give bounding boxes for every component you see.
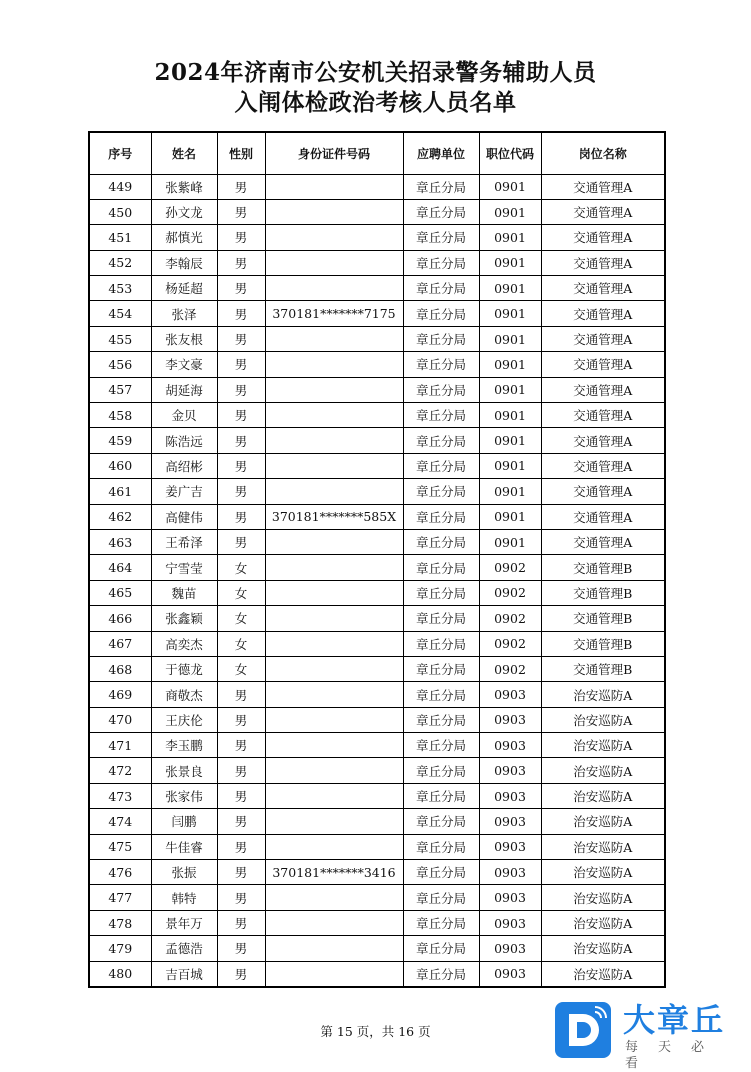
cell-unit: 章丘分局	[403, 276, 479, 301]
cell-unit: 章丘分局	[403, 606, 479, 631]
cell-gender: 女	[217, 656, 265, 681]
cell-name: 高奕杰	[151, 631, 217, 656]
cell-position-name: 交通管理B	[541, 631, 665, 656]
header-position-code: 职位代码	[479, 132, 541, 174]
table-row	[89, 631, 665, 656]
cell-position-code: 0903	[479, 860, 541, 885]
cell-seq: 449	[89, 174, 151, 199]
title-line-2: 入闱体检政治考核人员名单	[234, 89, 517, 116]
cell-seq: 464	[89, 555, 151, 580]
table-row	[89, 885, 665, 910]
cell-position-name: 交通管理A	[541, 225, 665, 250]
cell-position-code: 0903	[479, 885, 541, 910]
cell-position-code: 0902	[479, 656, 541, 681]
cell-position-code: 0901	[479, 377, 541, 402]
cell-name: 商敬杰	[151, 682, 217, 707]
cell-seq: 475	[89, 834, 151, 859]
table-row	[89, 656, 665, 681]
table-row	[89, 428, 665, 453]
table-header-row	[89, 132, 665, 174]
cell-position-name: 治安巡防A	[541, 936, 665, 961]
cell-name: 张友根	[151, 326, 217, 351]
cell-position-code: 0902	[479, 580, 541, 605]
cell-position-code: 0903	[479, 910, 541, 935]
header-position-name: 岗位名称	[541, 132, 665, 174]
table-row	[89, 809, 665, 834]
cell-name: 闫鹏	[151, 809, 217, 834]
cell-seq: 458	[89, 403, 151, 428]
cell-seq: 476	[89, 860, 151, 885]
cell-gender: 男	[217, 301, 265, 326]
cell-gender: 男	[217, 758, 265, 783]
document-title	[0, 58, 751, 118]
cell-name: 王庆伦	[151, 707, 217, 732]
cell-position-name: 治安巡防A	[541, 783, 665, 808]
cell-gender: 男	[217, 682, 265, 707]
cell-position-name: 交通管理A	[541, 529, 665, 554]
cell-seq: 453	[89, 276, 151, 301]
cell-position-name: 治安巡防A	[541, 860, 665, 885]
cell-position-code: 0901	[479, 453, 541, 478]
cell-gender: 男	[217, 529, 265, 554]
cell-name: 李翰辰	[151, 250, 217, 275]
table-row	[89, 199, 665, 224]
cell-unit: 章丘分局	[403, 961, 479, 986]
cell-id-number	[265, 479, 403, 504]
cell-gender: 男	[217, 733, 265, 758]
cell-id-number	[265, 250, 403, 275]
table-row	[89, 758, 665, 783]
logo-d-icon	[555, 1002, 611, 1058]
cell-unit: 章丘分局	[403, 834, 479, 859]
cell-seq: 468	[89, 656, 151, 681]
cell-gender: 男	[217, 707, 265, 732]
table-row	[89, 352, 665, 377]
cell-id-number: 370181*******585X	[265, 504, 403, 529]
cell-name: 王希泽	[151, 529, 217, 554]
cell-unit: 章丘分局	[403, 809, 479, 834]
table-row	[89, 860, 665, 885]
cell-name: 张家伟	[151, 783, 217, 808]
cell-unit: 章丘分局	[403, 707, 479, 732]
table-row	[89, 504, 665, 529]
cell-position-code: 0901	[479, 199, 541, 224]
cell-unit: 章丘分局	[403, 529, 479, 554]
table-row	[89, 453, 665, 478]
cell-seq: 467	[89, 631, 151, 656]
watermark-logo	[551, 998, 751, 1071]
table-row	[89, 225, 665, 250]
cell-gender: 男	[217, 428, 265, 453]
cell-name: 金贝	[151, 403, 217, 428]
cell-unit: 章丘分局	[403, 403, 479, 428]
cell-id-number	[265, 783, 403, 808]
cell-id-number	[265, 606, 403, 631]
cell-position-code: 0901	[479, 276, 541, 301]
page-number: 第 15 页，共 16 页	[320, 1024, 431, 1039]
table-body	[89, 174, 665, 987]
cell-unit: 章丘分局	[403, 555, 479, 580]
cell-id-number	[265, 555, 403, 580]
cell-id-number	[265, 961, 403, 986]
table-row	[89, 733, 665, 758]
cell-name: 姜广吉	[151, 479, 217, 504]
cell-position-code: 0903	[479, 682, 541, 707]
cell-name: 吉百城	[151, 961, 217, 986]
cell-id-number	[265, 199, 403, 224]
cell-seq: 466	[89, 606, 151, 631]
cell-position-code: 0903	[479, 936, 541, 961]
cell-gender: 女	[217, 606, 265, 631]
table-row	[89, 936, 665, 961]
cell-name: 李文豪	[151, 352, 217, 377]
cell-seq: 460	[89, 453, 151, 478]
cell-name: 宁雪莹	[151, 555, 217, 580]
cell-id-number	[265, 580, 403, 605]
cell-seq: 473	[89, 783, 151, 808]
cell-unit: 章丘分局	[403, 758, 479, 783]
table-row	[89, 834, 665, 859]
cell-name: 张鑫颖	[151, 606, 217, 631]
cell-name: 张景良	[151, 758, 217, 783]
cell-seq: 457	[89, 377, 151, 402]
cell-gender: 男	[217, 860, 265, 885]
cell-position-name: 交通管理A	[541, 352, 665, 377]
cell-seq: 450	[89, 199, 151, 224]
cell-position-name: 治安巡防A	[541, 961, 665, 986]
cell-position-name: 交通管理A	[541, 479, 665, 504]
cell-seq: 452	[89, 250, 151, 275]
cell-gender: 女	[217, 555, 265, 580]
cell-position-name: 治安巡防A	[541, 682, 665, 707]
cell-id-number	[265, 225, 403, 250]
header-seq: 序号	[89, 132, 151, 174]
cell-position-code: 0902	[479, 631, 541, 656]
cell-id-number	[265, 326, 403, 351]
cell-name: 于德龙	[151, 656, 217, 681]
logo-slogan-text: 每天必看	[625, 1040, 725, 1071]
table-row	[89, 250, 665, 275]
cell-seq: 469	[89, 682, 151, 707]
cell-name: 张紫峰	[151, 174, 217, 199]
cell-position-code: 0901	[479, 352, 541, 377]
cell-unit: 章丘分局	[403, 885, 479, 910]
cell-id-number: 370181*******7175	[265, 301, 403, 326]
cell-id-number	[265, 910, 403, 935]
table-row	[89, 910, 665, 935]
cell-position-code: 0901	[479, 428, 541, 453]
cell-position-name: 治安巡防A	[541, 834, 665, 859]
cell-gender: 男	[217, 910, 265, 935]
cell-name: 高健伟	[151, 504, 217, 529]
cell-seq: 463	[89, 529, 151, 554]
roster-table	[88, 131, 666, 988]
cell-seq: 477	[89, 885, 151, 910]
cell-gender: 男	[217, 377, 265, 402]
cell-name: 高绍彬	[151, 453, 217, 478]
cell-unit: 章丘分局	[403, 428, 479, 453]
header-unit: 应聘单位	[403, 132, 479, 174]
cell-unit: 章丘分局	[403, 352, 479, 377]
cell-seq: 462	[89, 504, 151, 529]
cell-position-name: 交通管理A	[541, 377, 665, 402]
cell-gender: 女	[217, 631, 265, 656]
cell-gender: 男	[217, 276, 265, 301]
cell-unit: 章丘分局	[403, 504, 479, 529]
cell-seq: 454	[89, 301, 151, 326]
cell-gender: 男	[217, 936, 265, 961]
logo-brand-text: 大章丘	[623, 1001, 726, 1039]
cell-position-name: 交通管理B	[541, 606, 665, 631]
cell-unit: 章丘分局	[403, 301, 479, 326]
cell-gender: 男	[217, 352, 265, 377]
cell-position-name: 治安巡防A	[541, 707, 665, 732]
cell-unit: 章丘分局	[403, 580, 479, 605]
table-row	[89, 606, 665, 631]
cell-position-name: 交通管理A	[541, 301, 665, 326]
table-row	[89, 555, 665, 580]
cell-gender: 男	[217, 834, 265, 859]
cell-position-code: 0901	[479, 504, 541, 529]
cell-unit: 章丘分局	[403, 656, 479, 681]
cell-seq: 465	[89, 580, 151, 605]
cell-position-code: 0901	[479, 479, 541, 504]
table-row	[89, 403, 665, 428]
cell-gender: 女	[217, 580, 265, 605]
cell-position-name: 交通管理A	[541, 428, 665, 453]
cell-position-name: 交通管理A	[541, 199, 665, 224]
cell-position-name: 治安巡防A	[541, 885, 665, 910]
cell-id-number	[265, 428, 403, 453]
cell-seq: 478	[89, 910, 151, 935]
cell-unit: 章丘分局	[403, 860, 479, 885]
table-row	[89, 707, 665, 732]
cell-unit: 章丘分局	[403, 326, 479, 351]
cell-seq: 470	[89, 707, 151, 732]
cell-unit: 章丘分局	[403, 225, 479, 250]
cell-position-code: 0901	[479, 301, 541, 326]
cell-unit: 章丘分局	[403, 453, 479, 478]
table-row	[89, 276, 665, 301]
cell-position-name: 交通管理B	[541, 555, 665, 580]
cell-position-name: 交通管理A	[541, 276, 665, 301]
cell-seq: 479	[89, 936, 151, 961]
cell-unit: 章丘分局	[403, 910, 479, 935]
header-id-number: 身份证件号码	[265, 132, 403, 174]
cell-unit: 章丘分局	[403, 479, 479, 504]
cell-position-code: 0902	[479, 606, 541, 631]
cell-position-name: 治安巡防A	[541, 758, 665, 783]
cell-seq: 471	[89, 733, 151, 758]
cell-position-code: 0903	[479, 707, 541, 732]
cell-id-number	[265, 453, 403, 478]
cell-unit: 章丘分局	[403, 733, 479, 758]
cell-gender: 男	[217, 326, 265, 351]
cell-id-number	[265, 352, 403, 377]
cell-seq: 459	[89, 428, 151, 453]
table-row	[89, 479, 665, 504]
title-line-1: 2024年济南市公安机关招录警务辅助人员	[154, 59, 597, 86]
cell-id-number	[265, 758, 403, 783]
cell-id-number	[265, 276, 403, 301]
header-gender: 性别	[217, 132, 265, 174]
cell-position-code: 0903	[479, 809, 541, 834]
cell-unit: 章丘分局	[403, 174, 479, 199]
cell-id-number	[265, 529, 403, 554]
cell-name: 景年万	[151, 910, 217, 935]
cell-gender: 男	[217, 809, 265, 834]
cell-id-number	[265, 682, 403, 707]
cell-position-code: 0903	[479, 961, 541, 986]
cell-gender: 男	[217, 250, 265, 275]
cell-position-name: 治安巡防A	[541, 809, 665, 834]
table-row	[89, 580, 665, 605]
table-row	[89, 174, 665, 199]
cell-position-name: 交通管理A	[541, 403, 665, 428]
header-name: 姓名	[151, 132, 217, 174]
cell-gender: 男	[217, 479, 265, 504]
table-row	[89, 377, 665, 402]
cell-position-name: 交通管理A	[541, 504, 665, 529]
cell-id-number	[265, 809, 403, 834]
cell-unit: 章丘分局	[403, 936, 479, 961]
cell-seq: 451	[89, 225, 151, 250]
cell-name: 孙文龙	[151, 199, 217, 224]
cell-name: 张振	[151, 860, 217, 885]
cell-name: 杨延超	[151, 276, 217, 301]
cell-position-name: 交通管理B	[541, 656, 665, 681]
table-row	[89, 961, 665, 986]
cell-position-code: 0903	[479, 758, 541, 783]
cell-gender: 男	[217, 885, 265, 910]
cell-gender: 男	[217, 199, 265, 224]
cell-position-name: 交通管理A	[541, 174, 665, 199]
cell-gender: 男	[217, 403, 265, 428]
cell-name: 陈浩远	[151, 428, 217, 453]
cell-position-code: 0903	[479, 834, 541, 859]
cell-seq: 472	[89, 758, 151, 783]
cell-id-number	[265, 834, 403, 859]
cell-unit: 章丘分局	[403, 783, 479, 808]
cell-id-number	[265, 885, 403, 910]
cell-gender: 男	[217, 504, 265, 529]
cell-name: 李玉鹏	[151, 733, 217, 758]
cell-id-number	[265, 174, 403, 199]
cell-position-name: 治安巡防A	[541, 733, 665, 758]
cell-name: 牛佳睿	[151, 834, 217, 859]
cell-position-name: 交通管理A	[541, 453, 665, 478]
cell-name: 魏苗	[151, 580, 217, 605]
cell-unit: 章丘分局	[403, 250, 479, 275]
cell-seq: 461	[89, 479, 151, 504]
cell-id-number	[265, 403, 403, 428]
cell-id-number	[265, 936, 403, 961]
cell-position-name: 交通管理A	[541, 326, 665, 351]
cell-position-code: 0901	[479, 174, 541, 199]
cell-position-code: 0903	[479, 783, 541, 808]
cell-position-code: 0903	[479, 733, 541, 758]
cell-id-number	[265, 733, 403, 758]
table-row	[89, 529, 665, 554]
cell-position-code: 0901	[479, 225, 541, 250]
cell-name: 胡延海	[151, 377, 217, 402]
cell-name: 郝慎光	[151, 225, 217, 250]
cell-id-number: 370181*******3416	[265, 860, 403, 885]
cell-seq: 480	[89, 961, 151, 986]
cell-name: 孟德浩	[151, 936, 217, 961]
cell-unit: 章丘分局	[403, 377, 479, 402]
cell-unit: 章丘分局	[403, 199, 479, 224]
table-row	[89, 783, 665, 808]
cell-name: 张泽	[151, 301, 217, 326]
cell-unit: 章丘分局	[403, 631, 479, 656]
cell-position-code: 0901	[479, 250, 541, 275]
cell-unit: 章丘分局	[403, 682, 479, 707]
cell-gender: 男	[217, 453, 265, 478]
cell-position-code: 0901	[479, 326, 541, 351]
cell-gender: 男	[217, 961, 265, 986]
cell-id-number	[265, 707, 403, 732]
cell-position-code: 0901	[479, 529, 541, 554]
cell-position-code: 0901	[479, 403, 541, 428]
cell-seq: 455	[89, 326, 151, 351]
cell-seq: 456	[89, 352, 151, 377]
cell-name: 韩特	[151, 885, 217, 910]
cell-id-number	[265, 656, 403, 681]
cell-gender: 男	[217, 225, 265, 250]
cell-seq: 474	[89, 809, 151, 834]
cell-id-number	[265, 377, 403, 402]
cell-gender: 男	[217, 783, 265, 808]
cell-position-name: 治安巡防A	[541, 910, 665, 935]
table-row	[89, 301, 665, 326]
cell-position-name: 交通管理A	[541, 250, 665, 275]
cell-id-number	[265, 631, 403, 656]
table-row	[89, 682, 665, 707]
table-row	[89, 326, 665, 351]
cell-position-name: 交通管理B	[541, 580, 665, 605]
cell-gender: 男	[217, 174, 265, 199]
cell-position-code: 0902	[479, 555, 541, 580]
